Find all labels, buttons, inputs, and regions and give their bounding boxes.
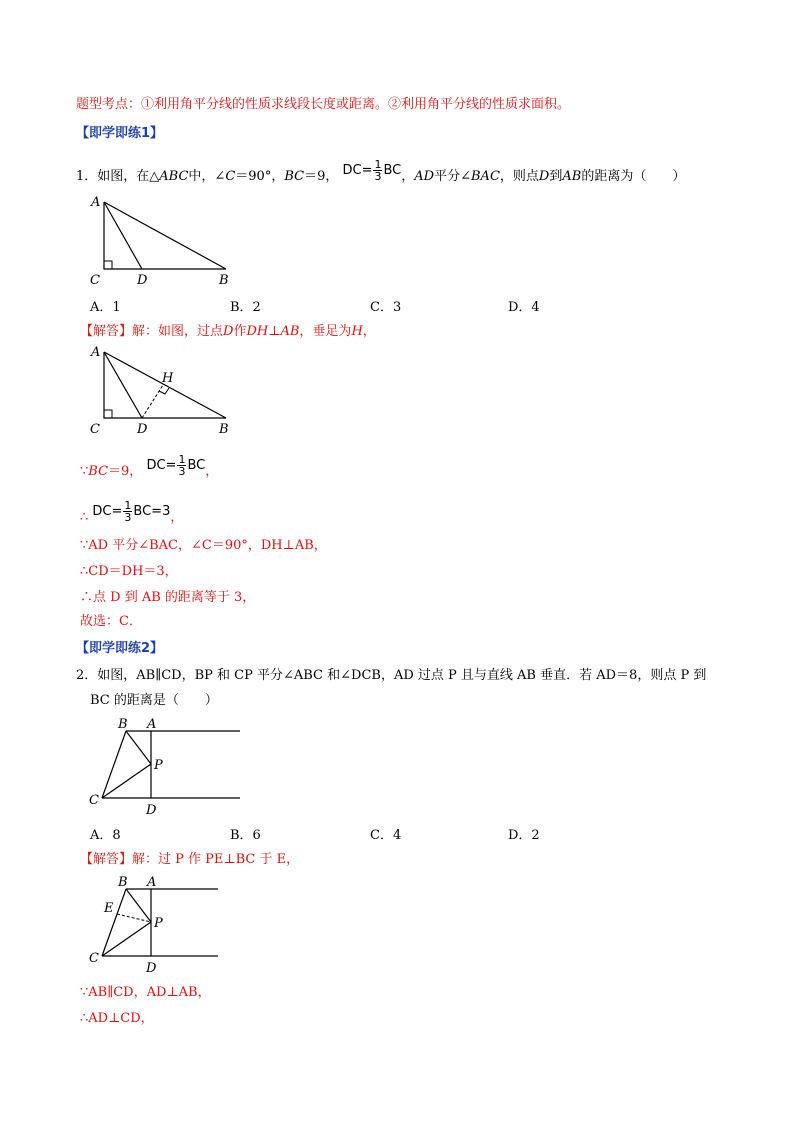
sol1-line3-end: ， bbox=[170, 510, 184, 525]
sol1-formula-2 bbox=[92, 499, 171, 524]
label-b: B bbox=[219, 273, 229, 288]
sol1-dh-ab: DH⊥AB bbox=[246, 324, 300, 339]
sol1-frac2-num: 1 bbox=[124, 499, 132, 512]
question-2-line2: BC 的距离是（ ） bbox=[90, 693, 218, 708]
q1-fraction bbox=[373, 159, 382, 182]
q1-figure bbox=[84, 192, 244, 292]
q1-bc: BC bbox=[284, 169, 305, 184]
sol1-line3 bbox=[80, 499, 184, 529]
sol1-tag: 【解答】 bbox=[80, 324, 133, 339]
sol1-frac-den: 3 bbox=[178, 465, 186, 478]
sol2-line3: ∴AD⊥CD， bbox=[80, 1011, 154, 1026]
segment-bc bbox=[102, 889, 126, 956]
q1-abc: ABC bbox=[159, 169, 189, 184]
q1-text: 1．如图，在△ bbox=[76, 169, 160, 184]
label-d: D bbox=[146, 961, 157, 976]
sol1-line2 bbox=[80, 453, 219, 483]
sol1-line2-end: ， bbox=[205, 464, 219, 479]
label-a: A bbox=[147, 875, 157, 890]
sol1-line6: ∴点 D 到 AB 的距离等于 3， bbox=[80, 590, 256, 605]
q2-option-c[interactable]: C．4 bbox=[370, 828, 402, 843]
sol1-h: H bbox=[351, 324, 363, 339]
label-p: P bbox=[154, 758, 163, 773]
q1-text-3: ＝90°， bbox=[235, 169, 285, 184]
q2-option-b[interactable]: B．6 bbox=[230, 828, 261, 843]
sol1-end: ， bbox=[362, 324, 376, 339]
label-h: H bbox=[162, 371, 174, 386]
label-b: B bbox=[118, 875, 128, 890]
triangle-abc bbox=[104, 202, 226, 269]
q1-option-d[interactable]: D．4 bbox=[508, 300, 540, 315]
segment-bp bbox=[126, 889, 151, 922]
label-c: C bbox=[89, 793, 99, 808]
segment-dh-dashed bbox=[142, 385, 163, 418]
sol1-line7: 故选：C． bbox=[80, 614, 142, 629]
q1-frac-den: 3 bbox=[374, 170, 382, 183]
sol1-formula-bc: BC bbox=[187, 458, 206, 473]
q1-text-8: 到 bbox=[549, 169, 563, 184]
q1-c: C bbox=[225, 169, 236, 184]
question-1 bbox=[76, 158, 686, 188]
q1-formula-dc: DC= bbox=[342, 163, 373, 178]
sol1-line5: ∴CD＝DH＝3， bbox=[80, 564, 178, 579]
sol1-therefore: ∴ bbox=[80, 510, 89, 525]
q1-text-2: 中，∠ bbox=[188, 169, 226, 184]
sol1-formula2-tail: BC=3 bbox=[133, 504, 171, 519]
segment-cp bbox=[102, 764, 151, 798]
q1-option-c[interactable]: C．3 bbox=[370, 300, 402, 315]
sol1-frac2-den: 3 bbox=[124, 511, 132, 524]
q1-d: D bbox=[538, 169, 550, 184]
label-c: C bbox=[90, 273, 100, 288]
label-b: B bbox=[219, 422, 229, 437]
solution-1-intro bbox=[80, 323, 376, 341]
sol1-d: D bbox=[223, 324, 234, 339]
q2-option-d[interactable]: D．2 bbox=[508, 828, 540, 843]
q2-figure bbox=[84, 712, 244, 822]
label-p: P bbox=[154, 916, 163, 931]
q1-option-a[interactable]: A．1 bbox=[90, 300, 121, 315]
label-e: E bbox=[104, 901, 114, 916]
label-b: B bbox=[118, 717, 128, 732]
label-a: A bbox=[91, 195, 101, 210]
sol1-intro: 解：如图，过点 bbox=[132, 324, 224, 339]
sol2-tag: 【解答】 bbox=[80, 852, 133, 867]
right-angle-mark-h bbox=[159, 388, 169, 394]
sol1-bc: BC bbox=[88, 464, 109, 479]
sol1-figure bbox=[84, 340, 244, 440]
topic-line: 题型考点：①利用角平分线的性质求线段长度或距离。②利用角平分线的性质求面积。 bbox=[76, 97, 571, 112]
label-d: D bbox=[137, 422, 148, 437]
practice1-header: 【即学即练1】 bbox=[76, 126, 164, 141]
sol1-eq: ＝9， bbox=[108, 464, 143, 479]
sol1-formula-dc: DC= bbox=[146, 458, 177, 473]
label-d: D bbox=[137, 273, 148, 288]
segment-cp bbox=[102, 922, 151, 956]
practice2-header: 【即学即练2】 bbox=[76, 641, 164, 656]
q2-option-a[interactable]: A．8 bbox=[90, 828, 121, 843]
q1-ad: AD bbox=[414, 169, 435, 184]
q1-text-6: 平分∠ bbox=[434, 169, 471, 184]
q1-text-5: ， bbox=[401, 169, 415, 184]
q1-bac: BAC bbox=[471, 169, 500, 184]
q1-frac-num: 1 bbox=[374, 158, 382, 171]
q1-text-7: ，则点 bbox=[499, 169, 539, 184]
label-d: D bbox=[146, 803, 157, 818]
q1-text-9: 的距离为（ ） bbox=[581, 169, 686, 184]
sol1-fraction-2 bbox=[123, 500, 132, 523]
right-angle-mark-c bbox=[104, 410, 112, 418]
right-angle-mark bbox=[104, 261, 112, 269]
label-c: C bbox=[90, 422, 100, 437]
q1-option-b[interactable]: B．2 bbox=[230, 300, 261, 315]
solution-2-intro bbox=[80, 851, 299, 869]
q1-formula bbox=[342, 158, 402, 183]
q1-text-4: ＝9， bbox=[304, 169, 339, 184]
sol1-mid2: ，垂足为 bbox=[299, 324, 352, 339]
sol1-line4: ∵AD 平分∠BAC，∠C＝90°，DH⊥AB， bbox=[80, 538, 327, 553]
sol2-line2: ∵AB∥CD，AD⊥AB， bbox=[80, 985, 211, 1000]
segment-bc bbox=[102, 731, 126, 798]
sol2-figure bbox=[84, 870, 244, 980]
sol1-formula2-dc: DC= bbox=[92, 504, 123, 519]
label-a: A bbox=[91, 345, 101, 360]
sol1-mid: 作 bbox=[233, 324, 247, 339]
question-2-line1: 2．如图，AB∥CD，BP 和 CP 平分∠ABC 和∠DCB，AD 过点 P 且与直线 AB 垂直．若 AD＝8，则点 P 到 bbox=[76, 668, 707, 683]
label-a: A bbox=[147, 717, 157, 732]
segment-bp bbox=[126, 731, 151, 764]
sol1-because: ∵ bbox=[80, 464, 89, 479]
sol1-fraction-1 bbox=[177, 454, 186, 477]
q1-ab: AB bbox=[562, 169, 582, 184]
sol1-formula-1 bbox=[146, 453, 206, 478]
label-c: C bbox=[89, 951, 99, 966]
q1-formula-bc: BC bbox=[383, 163, 402, 178]
sol2-intro: 解：过 P 作 PE⊥BC 于 E， bbox=[132, 852, 300, 867]
sol1-frac-num: 1 bbox=[178, 453, 186, 466]
